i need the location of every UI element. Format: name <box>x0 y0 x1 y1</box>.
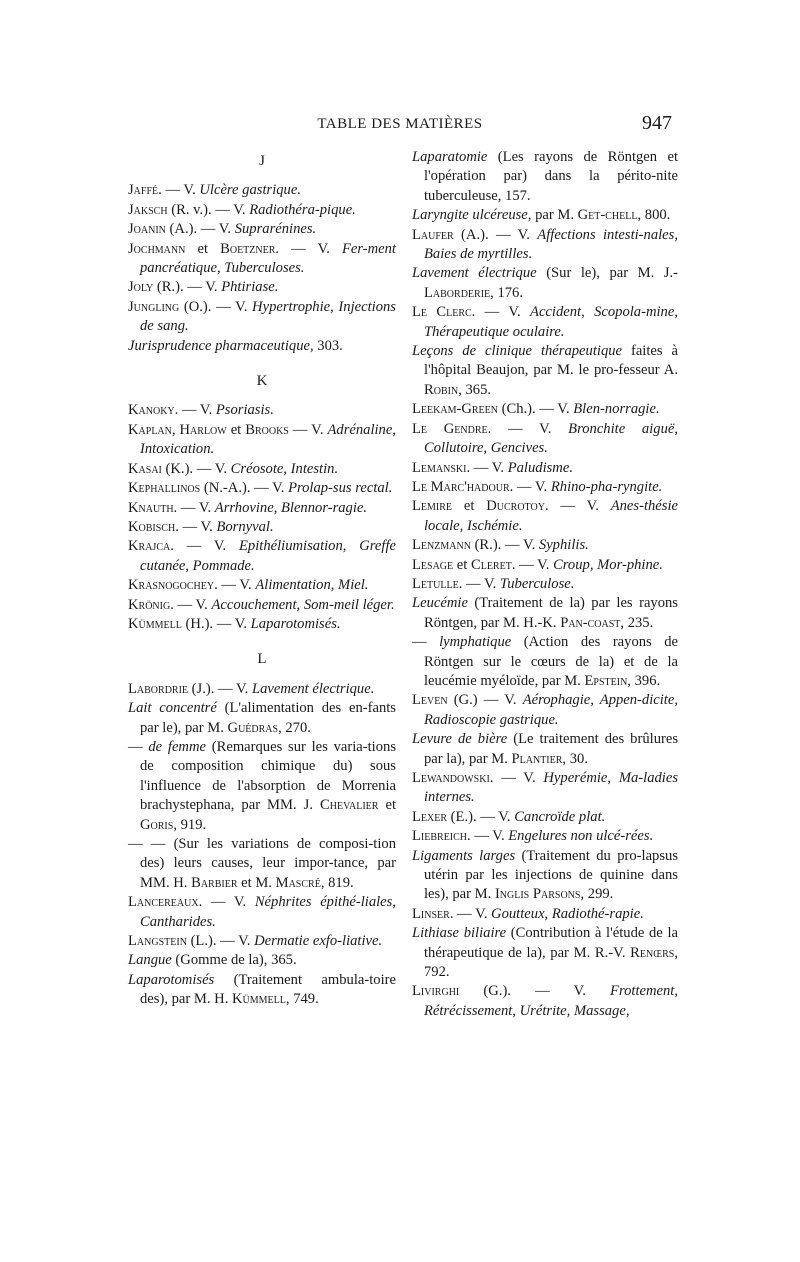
index-entry: Leucémie (Traitement de la) par les rayons Röntgen, par M. H.-K. Pan-coast, 235. <box>412 595 678 631</box>
index-entry: Langue (Gomme de la), 365. <box>128 952 297 969</box>
index-entry: Ligaments larges (Traitement du pro-lapsus utérin par les injections de quinine dans les), par M. Inglis Parsons, 299. <box>412 847 679 903</box>
index-entry: Langstein (L.). — V. Dermatie exfo-liative. <box>128 933 383 950</box>
index-entry: Kaplan, Harlow et Brooks — V. Adrénaline, Intoxication. <box>128 421 396 458</box>
section-letter: L <box>257 651 267 668</box>
index-entry: Lait concentré (L'alimentation des en-fants par le), par M. Guédras, 270. <box>128 700 396 736</box>
index-entry: Krajca. — V. Epithéliumisation, Greffe cutanée, Pommade. <box>128 538 396 574</box>
index-entry: Jungling (O.). — V. Hypertrophie, Injections de sang. <box>128 298 396 335</box>
index-entry: Kümmell (H.). — V. Laparotomisés. <box>128 615 341 632</box>
index-entry: Lenzmann (R.). — V. Syphilis. <box>412 537 589 554</box>
index-entry: Levure de bière (Le traitement des brûlures par la), par M. Plantier, 30. <box>412 731 679 767</box>
index-entry: Leçons de clinique thérapeutique faites à l'hôpital Beaujon, par M. le pro-fesseur A. Robin, 365. <box>412 343 678 398</box>
index-entry: Labordrie (J.). — V. Lavement électrique. <box>128 680 375 697</box>
page-number: 947 <box>642 112 672 134</box>
index-entry: Lemire et Ducrotoy. — V. Anes-thésie locale, Ischémie. <box>412 498 678 534</box>
index-entry: Joly (R.). — V. Phtiriase. <box>128 279 279 296</box>
index-entry: Leven (G.) — V. Aérophagie, Appen-dicite, Radioscopie gastrique. <box>412 692 678 728</box>
index-entry: Kephallinos (N.-A.). — V. Prolap-sus rectal. <box>128 480 393 497</box>
index-entry: Laparatomie (Les rayons de Röntgen et l'opération par) dans la périto-nite tuberculeuse, 157. <box>412 149 678 204</box>
index-entry: Lexer (E.). — V. Cancroïde plat. <box>412 808 606 825</box>
index-entry: Lewandowski. — V. Hyperémie, Ma-ladies internes. <box>412 770 678 806</box>
index-entry: Jurisprudence pharmaceutique, 303. <box>128 337 343 354</box>
section-letter: J <box>259 153 265 169</box>
index-entry: Krasnogochey. — V. Alimentation, Miel. <box>128 577 369 594</box>
index-entry: Jochmann et Boetzner. — V. Fer-ment pancréatique, Tuberculoses. <box>128 240 396 277</box>
running-header-title: TABLE DES MATIÈRES <box>317 116 483 132</box>
index-entry: — de femme (Remarques sur les varia-tions de composition chimique du) sous l'influence de l'absorption de Morrenia brachystephana, par MM. J. Chevalier et Goris, 919. <box>128 738 396 833</box>
index-entry: — — (Sur les variations de composi-tion des) leurs causes, leur impor-tance, par MM. H. Barbier et M. Mascré, 819. <box>128 836 396 891</box>
index-entry: Lithiase biliaire (Contribution à l'étude de la thérapeutique de la), par M. R.-V. Renœrs, 792. <box>412 925 678 981</box>
section-gap <box>128 356 396 368</box>
index-entry: Kasai (K.). — V. Créosote, Intestin. <box>128 460 339 477</box>
index-entry: Joanin (A.). — V. Suprarénines. <box>128 221 317 238</box>
right-column <box>412 148 678 1021</box>
index-entry: Jaksch (R. v.). — V. Radiothéra-pique. <box>128 201 356 218</box>
index-entry: Knauth. — V. Arrhovine, Blennor-ragie. <box>128 499 368 516</box>
index-entry: Livirghi (G.). — V. Frottement, Rétrécissement, Urétrite, Massage, <box>412 983 678 1019</box>
left-column <box>128 148 396 1010</box>
index-entry: Lesage et Cleret. — V. Croup, Mor-phine. <box>412 556 663 573</box>
section-gap <box>128 634 396 646</box>
index-entry: Le Clerc. — V. Accident, Scopola-mine, Thérapeutique oculaire. <box>412 304 678 340</box>
index-entry: Laparotomisés (Traitement ambula-toire des), par M. H. Kümmell, 749. <box>128 971 396 1008</box>
index-entry: Lavement électrique (Sur le), par M. J.-Laborderie, 176. <box>412 265 678 301</box>
index-entry: Leekam-Green (Ch.). — V. Blen-norragie. <box>412 401 660 418</box>
index-entry: Krönig. — V. Accouchement, Som-meil léger. <box>128 596 395 613</box>
index-entry: — lymphatique (Action des rayons de Röntgen sur le cœurs de la) et de la leucémie myéloïde, par M. Epstein, 396. <box>412 634 678 689</box>
index-entry: Letulle. — V. Tuberculose. <box>412 575 575 592</box>
index-entry: Linser. — V. Goutteux, Radiothé-rapie. <box>412 905 644 922</box>
index-entry: Lemanski. — V. Paludisme. <box>412 459 573 476</box>
index-entry: Le Gendre. — V. Bronchite aiguë, Collutoire, Gencives. <box>412 420 678 457</box>
index-entry: Liebreich. — V. Engelures non ulcé-rées. <box>412 828 654 845</box>
index-entry: Laryngite ulcéreuse, par M. Get-chell, 800. <box>412 207 671 224</box>
section-letter: K <box>256 373 268 390</box>
index-entry: Laufer (A.). — V. Affections intesti-nales, Baies de myrtilles. <box>412 226 678 263</box>
index-entry: Lancereaux. — V. Néphrites épithé-liales, Cantharides. <box>128 894 396 930</box>
index-entry: Kanoky. — V. Psoriasis. <box>128 402 274 419</box>
index-entry: Le Marc'hadour. — V. Rhino-pha-ryngite. <box>412 478 663 495</box>
index-entry: Jaffé. — V. Ulcère gastrique. <box>128 182 301 199</box>
index-entry: Kobisch. — V. Bornyval. <box>128 518 274 535</box>
